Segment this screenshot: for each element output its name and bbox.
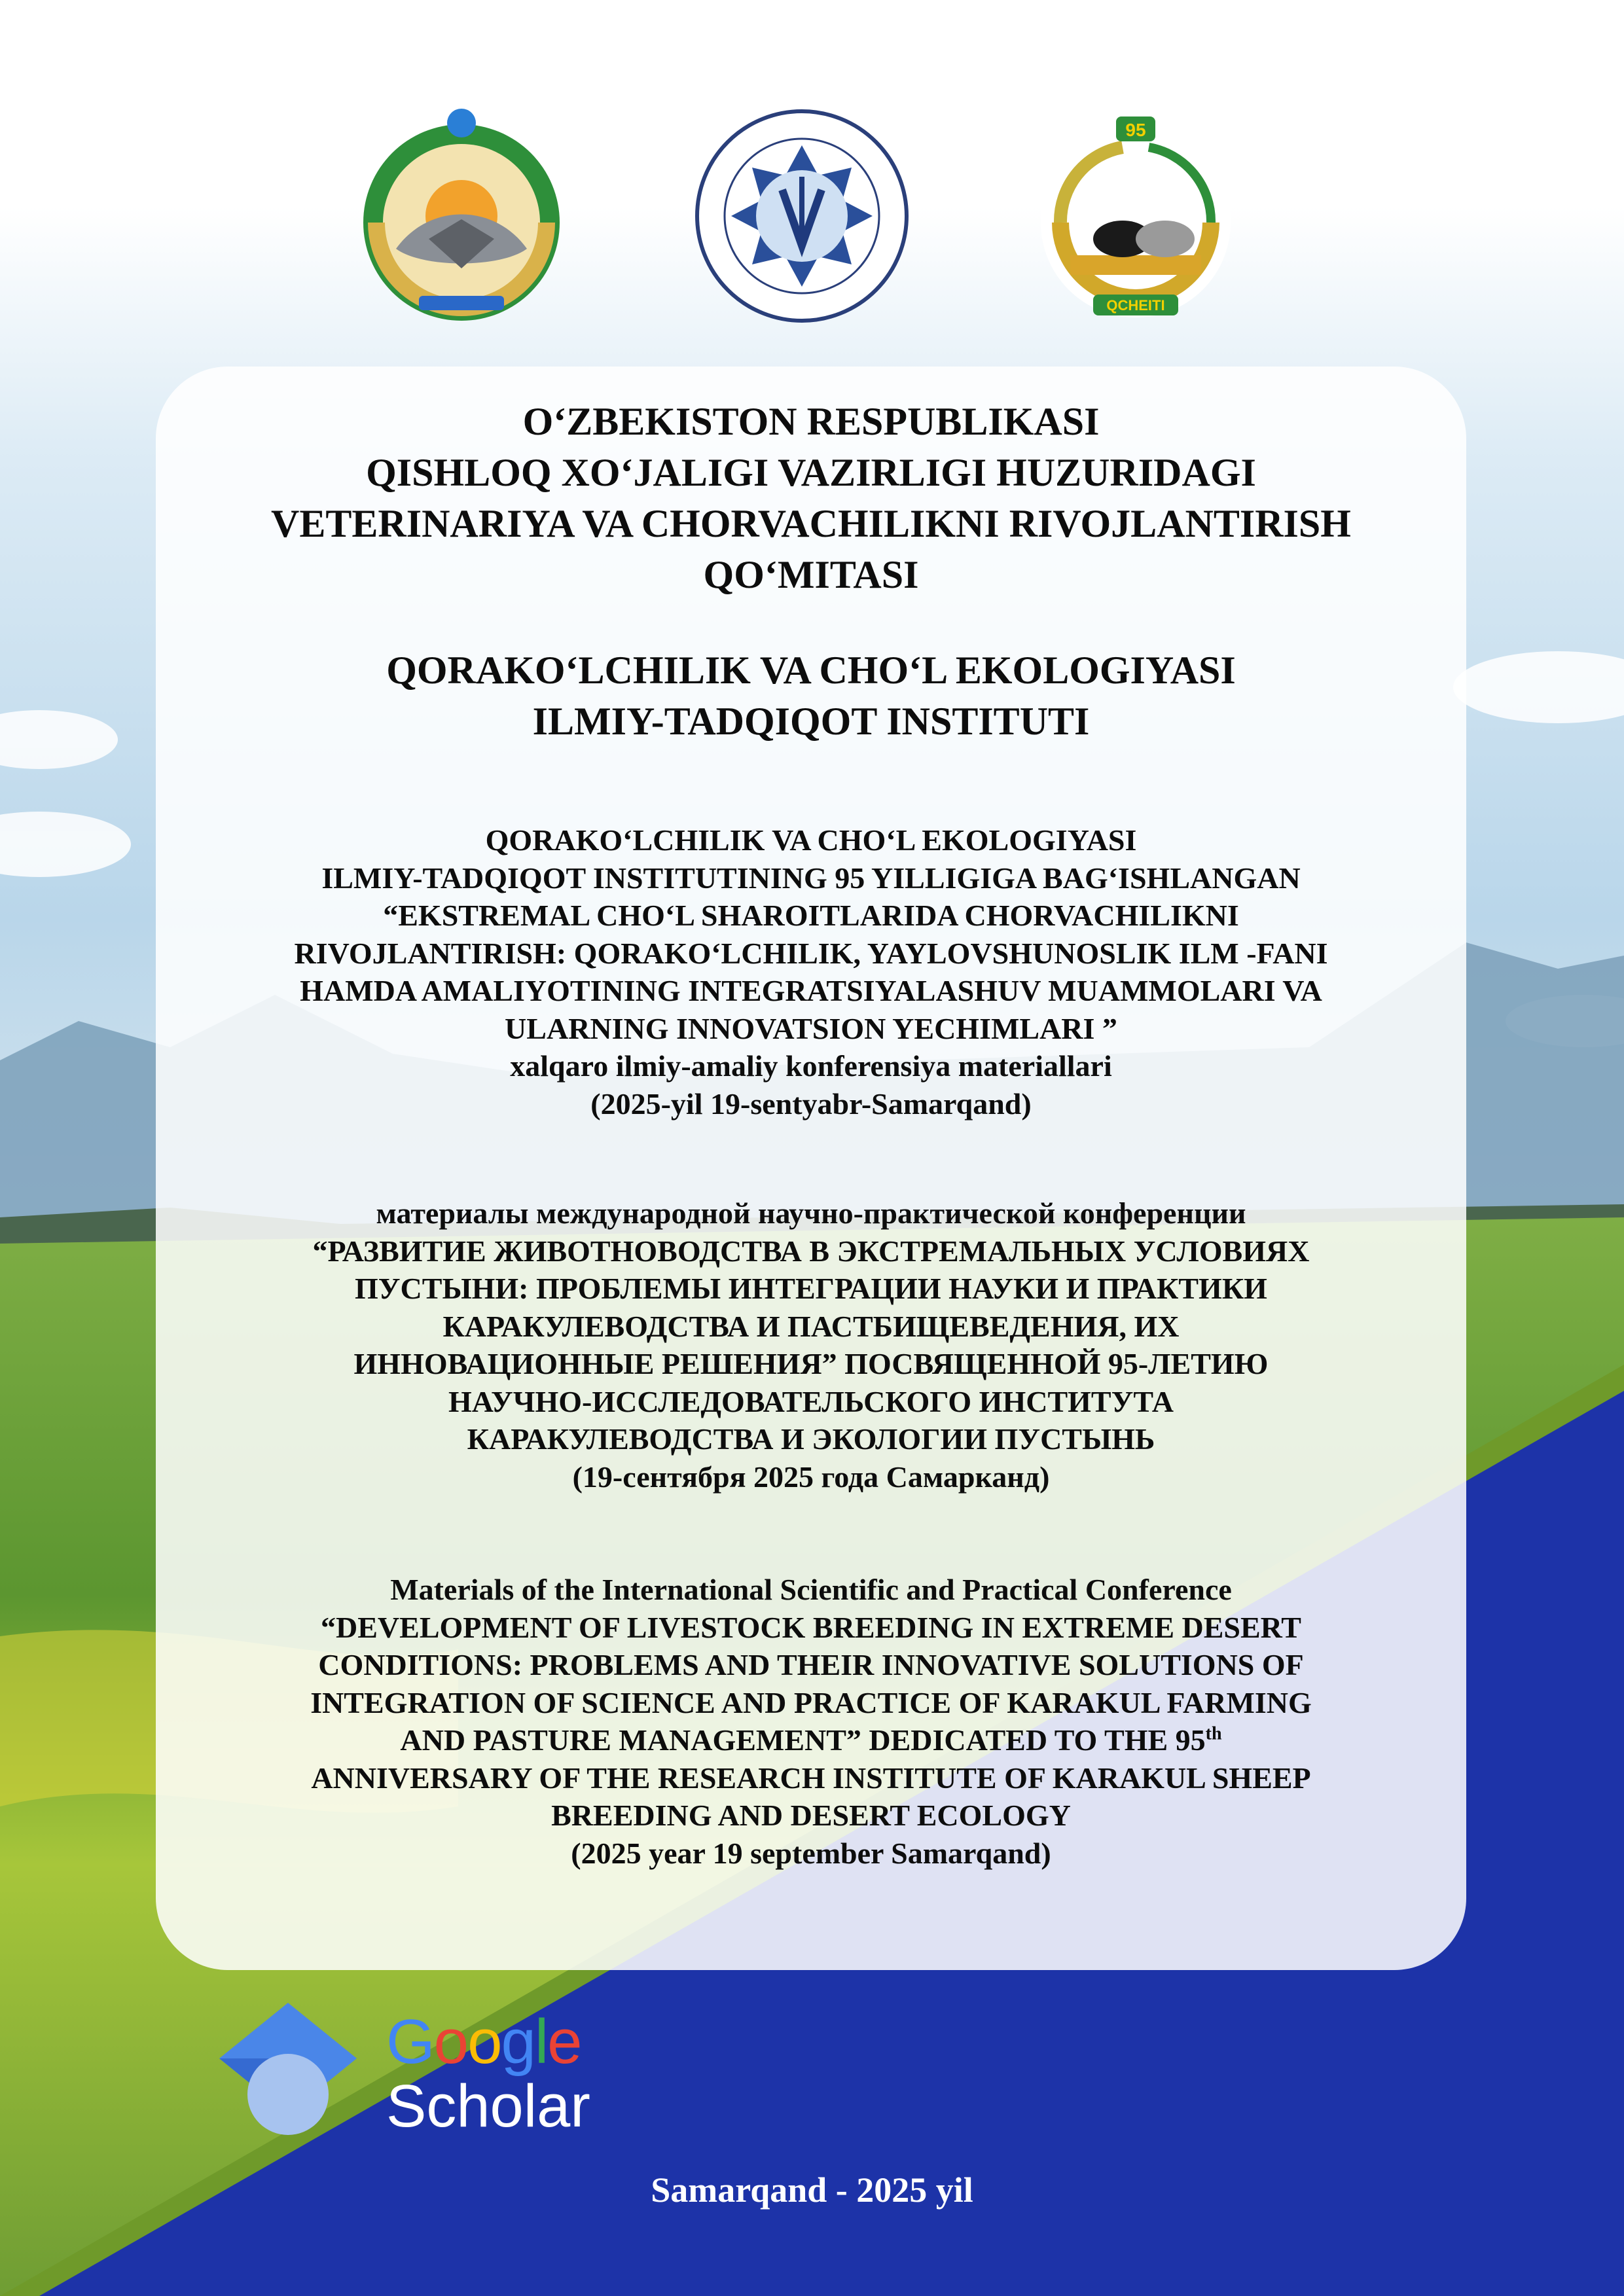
conference-title-ru bbox=[156, 1194, 1466, 1496]
conference-uz-date: (2025-yil 19-sentyabr-Samarqand) bbox=[590, 1086, 1032, 1121]
conference-en-line-text: AND PASTURE MANAGEMENT” DEDICATED TO THE 95 bbox=[400, 1723, 1206, 1757]
conference-uz-line: QORAKO‘LCHILIK VA CHO‘L EKOLOGIYASI bbox=[485, 823, 1137, 857]
ministry-line: VETERINARIYA VA CHORVACHILIKNI RIVOJLANTIRISH bbox=[271, 502, 1351, 545]
scholar-wordmark: Scholar bbox=[386, 2073, 590, 2140]
google-wordmark bbox=[386, 2009, 581, 2075]
conference-title-uz bbox=[156, 821, 1466, 1122]
conference-ru-date: (19-сентября 2025 года Самарканд) bbox=[572, 1460, 1050, 1494]
conference-uz-line: “EKSTREMAL CHO‘L SHAROITLARIDA CHORVACHILIKNI bbox=[383, 899, 1239, 932]
conference-ru-line: материалы международной научно-практической конференции bbox=[376, 1196, 1246, 1230]
conference-ru-line: ПУСТЫНИ: ПРОБЛЕМЫ ИНТЕГРАЦИИ НАУКИ И ПРАКТИКИ bbox=[355, 1272, 1267, 1305]
conference-uz-line: xalqaro ilmiy-amaliy konferensiya materiallari bbox=[510, 1049, 1112, 1083]
google-letter: g bbox=[501, 2007, 535, 2077]
conference-en-line: BREEDING AND DESERT ECOLOGY bbox=[551, 1799, 1071, 1832]
conference-uz-line: HAMDA AMALIYOTINING INTEGRATSIYALASHUV MUAMMOLARI VA bbox=[300, 974, 1322, 1007]
google-scholar-logo bbox=[213, 1996, 605, 2153]
ministry-line: QISHLOQ XO‘JALIGI VAZIRLIGI HUZURIDAGI bbox=[366, 451, 1256, 494]
google-letter: G bbox=[386, 2007, 434, 2077]
conference-uz-line: RIVOJLANTIRISH: QORAKO‘LCHILIK, YAYLOVSHUNOSLIK ILM -FANI bbox=[294, 936, 1328, 970]
conference-en-date: (2025 year 19 september Samarqand) bbox=[571, 1836, 1051, 1870]
google-letter: l bbox=[534, 2007, 548, 2077]
google-scholar-cap-icon bbox=[213, 1996, 363, 2147]
google-letter: e bbox=[547, 2007, 581, 2077]
institute-heading bbox=[156, 645, 1466, 747]
conference-en-line: INTEGRATION OF SCIENCE AND PRACTICE OF KARAKUL FARMING bbox=[310, 1685, 1312, 1719]
conference-uz-line: ULARNING INNOVATSION YECHIMLARI ” bbox=[505, 1011, 1117, 1045]
ministry-line: QO‘MITASI bbox=[703, 553, 919, 596]
ministry-line: O‘ZBEKISTON RESPUBLIKASI bbox=[522, 400, 1100, 443]
ordinal-superscript: th bbox=[1205, 1723, 1222, 1744]
conference-en-line bbox=[156, 1721, 1466, 1759]
conference-en-line: Materials of the International Scientific and Practical Conference bbox=[390, 1573, 1232, 1606]
conference-en-line: CONDITIONS: PROBLEMS AND THEIR INNOVATIVE SOLUTIONS OF bbox=[318, 1648, 1304, 1681]
google-letter: o bbox=[467, 2007, 501, 2077]
conference-en-line: “DEVELOPMENT OF LIVESTOCK BREEDING IN EXTREME DESERT bbox=[321, 1610, 1301, 1644]
veterinary-committee-seal-icon bbox=[691, 105, 913, 327]
institute-line: ILMIY-TADQIQOT INSTITUTI bbox=[532, 700, 1090, 743]
conference-ru-line: КАРАКУЛЕВОДСТВА И ЭКОЛОГИИ ПУСТЫНЬ bbox=[467, 1422, 1155, 1456]
conference-title-en bbox=[156, 1571, 1466, 1872]
karakul-institute-logo-icon bbox=[1024, 105, 1247, 327]
ministry-heading bbox=[156, 396, 1466, 600]
institute-line: QORAKO‘LCHILIK VA CHO‘L EKOLOGIYASI bbox=[386, 649, 1236, 692]
conference-en-line: ANNIVERSARY OF THE RESEARCH INSTITUTE OF KARAKUL SHEEP bbox=[311, 1761, 1311, 1795]
google-letter: o bbox=[433, 2007, 468, 2077]
institute-badge-text: 95 bbox=[1125, 120, 1146, 140]
conference-ru-line: “РАЗВИТИЕ ЖИВОТНОВОДСТВА В ЭКСТРЕМАЛЬНЫХ УСЛОВИЯХ bbox=[312, 1234, 1310, 1268]
conference-uz-line: ILMIY-TADQIQOT INSTITUTINING 95 YILLIGIGA BAG‘ISHLANGAN bbox=[321, 861, 1301, 895]
footer-place-year: Samarqand - 2025 yil bbox=[651, 2170, 973, 2210]
conference-ru-line: КАРАКУЛЕВОДСТВА И ПАСТБИЩЕВЕДЕНИЯ, ИХ bbox=[442, 1309, 1180, 1343]
institute-label-text: QCHEITI bbox=[1106, 297, 1165, 314]
conference-ru-line: НАУЧНО-ИССЛЕДОВАТЕЛЬСКОГО ИНСТИТУТА bbox=[448, 1384, 1174, 1418]
uzbekistan-state-emblem-icon bbox=[350, 105, 573, 327]
conference-ru-line: ИННОВАЦИОННЫЕ РЕШЕНИЯ” ПОСВЯЩЕННОЙ 95-ЛЕТИЮ bbox=[353, 1347, 1269, 1380]
